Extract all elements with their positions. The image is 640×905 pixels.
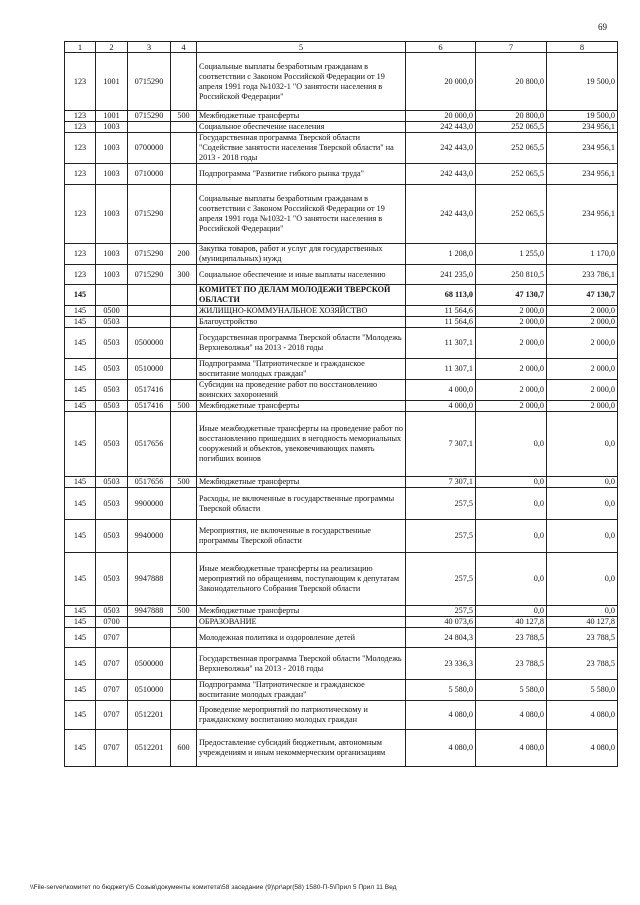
- row-value-8: 23 788,5: [547, 648, 618, 680]
- row-name: Межбюджетные трансферты: [197, 401, 406, 412]
- row-value-6: 257,5: [406, 520, 476, 553]
- table-row: [65, 133, 618, 164]
- row-value-8: 19 500,0: [547, 111, 618, 122]
- row-code-2: 1003: [96, 122, 128, 133]
- table-row: [65, 185, 618, 244]
- row-code-2: 0503: [96, 553, 128, 606]
- row-value-8: 23 788,5: [547, 628, 618, 648]
- row-code-2: 0707: [96, 701, 128, 730]
- row-name: Социальные выплаты безработным гражданам в соответствии с Законом Российской Федерации от 19 апреля 1991 года №1032-1 "О занятости населения в Российской Федерации": [197, 53, 406, 111]
- table-row: [65, 488, 618, 520]
- row-code-2: 0707: [96, 648, 128, 680]
- table-row: [65, 328, 618, 359]
- table-row: [65, 648, 618, 680]
- row-name: Расходы, не включенные в государственные программы Тверской области: [197, 488, 406, 520]
- row-value-8: 0,0: [547, 412, 618, 477]
- row-value-6: 242 443,0: [406, 185, 476, 244]
- row-name: Закупка товаров, работ и услуг для государственных (муниципальных) нужд: [197, 244, 406, 265]
- row-code-2: 0503: [96, 380, 128, 401]
- row-value-8: 5 580,0: [547, 680, 618, 701]
- row-value-7: 20 800,0: [476, 111, 547, 122]
- header-cell: 6: [406, 42, 476, 53]
- row-code-1: 145: [65, 306, 96, 317]
- header-cell: 5: [197, 42, 406, 53]
- row-code-3: 0715290: [128, 53, 171, 111]
- row-name: Государственная программа Тверской области "Молодежь Верхневолжья" на 2013 - 2018 годы: [197, 648, 406, 680]
- row-code-1: 145: [65, 617, 96, 628]
- row-value-8: 4 080,0: [547, 730, 618, 767]
- row-code-4: 200: [171, 244, 197, 265]
- row-value-7: 2 000,0: [476, 317, 547, 328]
- row-value-7: 4 080,0: [476, 730, 547, 767]
- table-row: [65, 477, 618, 488]
- row-value-7: 2 000,0: [476, 306, 547, 317]
- table-row: [65, 680, 618, 701]
- row-value-8: 0,0: [547, 488, 618, 520]
- row-name: КОМИТЕТ ПО ДЕЛАМ МОЛОДЕЖИ ТВЕРСКОЙ ОБЛАСТИ: [197, 285, 406, 306]
- header-cell: 2: [96, 42, 128, 53]
- row-value-8: 47 130,7: [547, 285, 618, 306]
- row-value-6: 20 000,0: [406, 53, 476, 111]
- row-code-4: [171, 648, 197, 680]
- row-code-4: [171, 380, 197, 401]
- row-code-3: 0512201: [128, 701, 171, 730]
- row-code-2: 0503: [96, 359, 128, 380]
- row-value-6: 11 307,1: [406, 359, 476, 380]
- row-code-4: [171, 701, 197, 730]
- table-row: [65, 617, 618, 628]
- table-row: [65, 359, 618, 380]
- row-code-3: [128, 306, 171, 317]
- row-value-8: 19 500,0: [547, 53, 618, 111]
- row-code-2: 0503: [96, 412, 128, 477]
- header-cell: 4: [171, 42, 197, 53]
- row-value-6: 1 208,0: [406, 244, 476, 265]
- table-row: [65, 122, 618, 133]
- row-code-2: 0503: [96, 317, 128, 328]
- row-value-6: 11 564,6: [406, 317, 476, 328]
- row-value-8: 2 000,0: [547, 306, 618, 317]
- row-code-1: 145: [65, 553, 96, 606]
- row-value-6: 4 000,0: [406, 380, 476, 401]
- row-value-8: 0,0: [547, 553, 618, 606]
- row-code-4: [171, 285, 197, 306]
- table-row: [65, 520, 618, 553]
- row-code-3: 0715290: [128, 244, 171, 265]
- row-code-3: 0715290: [128, 265, 171, 285]
- row-value-6: 4 080,0: [406, 730, 476, 767]
- row-code-3: 0510000: [128, 680, 171, 701]
- table-row: [65, 730, 618, 767]
- row-value-7: 40 127,8: [476, 617, 547, 628]
- row-code-1: 123: [65, 122, 96, 133]
- table-row: [65, 606, 618, 617]
- row-code-3: 9947888: [128, 553, 171, 606]
- row-code-2: 0500: [96, 306, 128, 317]
- budget-table: [64, 41, 618, 767]
- row-value-7: 0,0: [476, 488, 547, 520]
- table-row: [65, 265, 618, 285]
- file-path-footer: \\File-server\комитет по бюджету\5 Созыв\документы комитета\58 заседание (9)\pr\apr(58) 1580-П-5\Прил 5 Прил 11 Вед: [30, 884, 397, 891]
- table-row: [65, 164, 618, 185]
- row-value-7: 47 130,7: [476, 285, 547, 306]
- row-code-3: [128, 317, 171, 328]
- row-code-1: 145: [65, 401, 96, 412]
- row-name: Межбюджетные трансферты: [197, 606, 406, 617]
- row-code-1: 145: [65, 680, 96, 701]
- row-value-6: 242 443,0: [406, 133, 476, 164]
- row-code-1: 145: [65, 488, 96, 520]
- row-code-2: 0503: [96, 520, 128, 553]
- row-value-7: 252 065,5: [476, 122, 547, 133]
- row-value-7: 0,0: [476, 520, 547, 553]
- row-code-1: 145: [65, 380, 96, 401]
- row-value-7: 5 580,0: [476, 680, 547, 701]
- row-name: Субсидии на проведение работ по восстановлению воинских захоронений: [197, 380, 406, 401]
- table-row: [65, 244, 618, 265]
- row-code-4: [171, 164, 197, 185]
- row-name: Мероприятия, не включенные в государственные программы Тверской области: [197, 520, 406, 553]
- row-code-3: [128, 122, 171, 133]
- row-code-2: 0503: [96, 328, 128, 359]
- row-name: Межбюджетные трансферты: [197, 111, 406, 122]
- row-value-7: 23 788,5: [476, 648, 547, 680]
- row-value-7: 0,0: [476, 606, 547, 617]
- row-code-1: 145: [65, 730, 96, 767]
- row-value-6: 257,5: [406, 553, 476, 606]
- row-code-3: 0510000: [128, 359, 171, 380]
- row-code-1: 123: [65, 265, 96, 285]
- row-value-7: 2 000,0: [476, 401, 547, 412]
- row-code-1: 145: [65, 701, 96, 730]
- row-code-1: 145: [65, 628, 96, 648]
- row-code-4: [171, 412, 197, 477]
- row-value-6: 242 443,0: [406, 164, 476, 185]
- row-code-2: 1003: [96, 244, 128, 265]
- table-row: [65, 701, 618, 730]
- table-row: [65, 380, 618, 401]
- row-code-2: 0707: [96, 680, 128, 701]
- row-value-8: 2 000,0: [547, 401, 618, 412]
- row-value-7: 2 000,0: [476, 328, 547, 359]
- row-code-4: 500: [171, 401, 197, 412]
- row-code-4: [171, 617, 197, 628]
- table-row: [65, 306, 618, 317]
- row-value-6: 5 580,0: [406, 680, 476, 701]
- page-number: 69: [598, 22, 607, 32]
- row-code-4: [171, 53, 197, 111]
- row-code-4: 500: [171, 477, 197, 488]
- row-value-8: 233 786,1: [547, 265, 618, 285]
- row-code-4: 500: [171, 111, 197, 122]
- row-name: Благоустройство: [197, 317, 406, 328]
- row-value-7: 252 065,5: [476, 133, 547, 164]
- table-row: [65, 628, 618, 648]
- row-code-4: 600: [171, 730, 197, 767]
- row-value-6: 4 000,0: [406, 401, 476, 412]
- row-code-3: 0517656: [128, 412, 171, 477]
- row-code-3: 0715290: [128, 111, 171, 122]
- row-code-4: [171, 122, 197, 133]
- row-code-4: [171, 488, 197, 520]
- row-code-2: 0700: [96, 617, 128, 628]
- row-name: Подпрограмма "Развитие гибкого рынка труда": [197, 164, 406, 185]
- table-row: [65, 317, 618, 328]
- row-value-8: 0,0: [547, 520, 618, 553]
- row-code-3: 0700000: [128, 133, 171, 164]
- row-code-4: [171, 680, 197, 701]
- row-value-7: 2 000,0: [476, 380, 547, 401]
- row-code-2: 0707: [96, 628, 128, 648]
- row-value-7: 2 000,0: [476, 359, 547, 380]
- row-code-4: [171, 328, 197, 359]
- row-value-8: 234 956,1: [547, 122, 618, 133]
- row-value-8: 2 000,0: [547, 328, 618, 359]
- row-code-1: 123: [65, 164, 96, 185]
- row-value-6: 7 307,1: [406, 477, 476, 488]
- row-value-7: 1 255,0: [476, 244, 547, 265]
- row-value-6: 11 307,1: [406, 328, 476, 359]
- row-code-2: 1003: [96, 133, 128, 164]
- row-value-8: 234 956,1: [547, 164, 618, 185]
- table-row: [65, 111, 618, 122]
- table-row: [65, 285, 618, 306]
- row-code-2: 0503: [96, 606, 128, 617]
- row-value-7: 0,0: [476, 553, 547, 606]
- row-name: Иные межбюджетные трансферты на реализацию мероприятий по обращениям, поступающим к депутатам Законодательного Собрания Тверской области: [197, 553, 406, 606]
- row-value-7: 4 080,0: [476, 701, 547, 730]
- row-code-3: 0500000: [128, 328, 171, 359]
- row-code-4: [171, 185, 197, 244]
- table-row: [65, 53, 618, 111]
- row-code-1: 123: [65, 244, 96, 265]
- row-value-6: 20 000,0: [406, 111, 476, 122]
- row-code-3: [128, 617, 171, 628]
- row-code-2: 1001: [96, 53, 128, 111]
- row-value-6: 40 073,6: [406, 617, 476, 628]
- row-name: Подпрограмма "Патриотическое и гражданское воспитание молодых граждан": [197, 680, 406, 701]
- row-code-1: 145: [65, 648, 96, 680]
- table-row: [65, 553, 618, 606]
- row-value-7: 23 788,5: [476, 628, 547, 648]
- row-code-3: [128, 628, 171, 648]
- row-code-3: 9940000: [128, 520, 171, 553]
- row-name: Межбюджетные трансферты: [197, 477, 406, 488]
- row-name: Социальное обеспечение населения: [197, 122, 406, 133]
- row-name: Социальные выплаты безработным гражданам в соответствии с Законом Российской Федерации от 19 апреля 1991 года №1032-1 "О занятости населения в Российской Федерации": [197, 185, 406, 244]
- header-cell: 1: [65, 42, 96, 53]
- row-code-4: [171, 628, 197, 648]
- row-code-3: 0715290: [128, 185, 171, 244]
- row-code-1: 145: [65, 328, 96, 359]
- row-code-2: 1003: [96, 185, 128, 244]
- row-value-7: 252 065,5: [476, 164, 547, 185]
- row-code-1: 123: [65, 133, 96, 164]
- row-value-6: 11 564,6: [406, 306, 476, 317]
- table-row: [65, 401, 618, 412]
- row-value-8: 2 000,0: [547, 359, 618, 380]
- row-code-1: 123: [65, 111, 96, 122]
- row-name: ЖИЛИЩНО-КОММУНАЛЬНОЕ ХОЗЯЙСТВО: [197, 306, 406, 317]
- row-code-4: [171, 553, 197, 606]
- row-name: Социальное обеспечение и иные выплаты населению: [197, 265, 406, 285]
- row-value-8: 2 000,0: [547, 317, 618, 328]
- row-value-6: 7 307,1: [406, 412, 476, 477]
- row-name: Подпрограмма "Патриотическое и гражданское воспитание молодых граждан": [197, 359, 406, 380]
- row-code-2: 1001: [96, 111, 128, 122]
- row-name: Государственная программа Тверской области "Содействие занятости населения Тверской области" на 2013 - 2018 годы: [197, 133, 406, 164]
- row-value-8: 4 080,0: [547, 701, 618, 730]
- row-code-4: 500: [171, 606, 197, 617]
- row-code-1: 145: [65, 477, 96, 488]
- row-code-4: [171, 520, 197, 553]
- row-code-2: 0503: [96, 488, 128, 520]
- row-code-3: 0710000: [128, 164, 171, 185]
- row-code-4: 300: [171, 265, 197, 285]
- row-code-3: 0517656: [128, 477, 171, 488]
- header-cell: 3: [128, 42, 171, 53]
- row-value-6: 257,5: [406, 606, 476, 617]
- row-code-3: 0512201: [128, 730, 171, 767]
- row-value-8: 2 000,0: [547, 380, 618, 401]
- row-code-4: [171, 133, 197, 164]
- row-name: Молодежная политика и оздоровление детей: [197, 628, 406, 648]
- row-value-7: 20 800,0: [476, 53, 547, 111]
- row-name: ОБРАЗОВАНИЕ: [197, 617, 406, 628]
- row-code-3: 9947888: [128, 606, 171, 617]
- row-code-3: 9900000: [128, 488, 171, 520]
- row-code-2: 1003: [96, 164, 128, 185]
- row-code-2: [96, 285, 128, 306]
- row-code-3: 0517416: [128, 380, 171, 401]
- row-value-7: 0,0: [476, 412, 547, 477]
- row-value-6: 23 336,3: [406, 648, 476, 680]
- row-value-7: 0,0: [476, 477, 547, 488]
- row-value-8: 1 170,0: [547, 244, 618, 265]
- row-value-7: 252 065,5: [476, 185, 547, 244]
- row-name: Проведение мероприятий по патриотическому и гражданскому воспитанию молодых граждан: [197, 701, 406, 730]
- header-cell: 8: [547, 42, 618, 53]
- table-row: [65, 412, 618, 477]
- row-code-2: 0503: [96, 477, 128, 488]
- row-code-2: 0707: [96, 730, 128, 767]
- row-code-2: 0503: [96, 401, 128, 412]
- row-code-4: [171, 359, 197, 380]
- row-code-1: 145: [65, 285, 96, 306]
- row-code-3: [128, 285, 171, 306]
- row-value-6: 68 113,0: [406, 285, 476, 306]
- row-value-7: 250 810,5: [476, 265, 547, 285]
- row-code-1: 145: [65, 606, 96, 617]
- header-cell: 7: [476, 42, 547, 53]
- row-value-6: 241 235,0: [406, 265, 476, 285]
- row-code-4: [171, 317, 197, 328]
- row-value-6: 24 804,3: [406, 628, 476, 648]
- row-code-1: 145: [65, 359, 96, 380]
- row-value-8: 234 956,1: [547, 133, 618, 164]
- row-code-1: 123: [65, 53, 96, 111]
- row-code-2: 1003: [96, 265, 128, 285]
- row-value-8: 0,0: [547, 606, 618, 617]
- row-value-6: 257,5: [406, 488, 476, 520]
- row-code-3: 0500000: [128, 648, 171, 680]
- row-value-8: 234 956,1: [547, 185, 618, 244]
- row-code-1: 145: [65, 412, 96, 477]
- row-code-1: 145: [65, 317, 96, 328]
- row-name: Государственная программа Тверской области "Молодежь Верхневолжья" на 2013 - 2018 годы: [197, 328, 406, 359]
- row-name: Иные межбюджетные трансферты на проведение работ по восстановлению пришедших в негодность мемориальных сооружений и объектов, увековечивающих память погибших воинов: [197, 412, 406, 477]
- row-code-4: [171, 306, 197, 317]
- row-code-3: 0517416: [128, 401, 171, 412]
- row-code-1: 123: [65, 185, 96, 244]
- row-name: Предоставление субсидий бюджетным, автономным учреждениям и иным некоммерческим организациям: [197, 730, 406, 767]
- row-value-6: 4 080,0: [406, 701, 476, 730]
- row-value-8: 0,0: [547, 477, 618, 488]
- row-value-8: 40 127,8: [547, 617, 618, 628]
- header-row: [65, 42, 618, 53]
- row-code-1: 145: [65, 520, 96, 553]
- row-value-6: 242 443,0: [406, 122, 476, 133]
